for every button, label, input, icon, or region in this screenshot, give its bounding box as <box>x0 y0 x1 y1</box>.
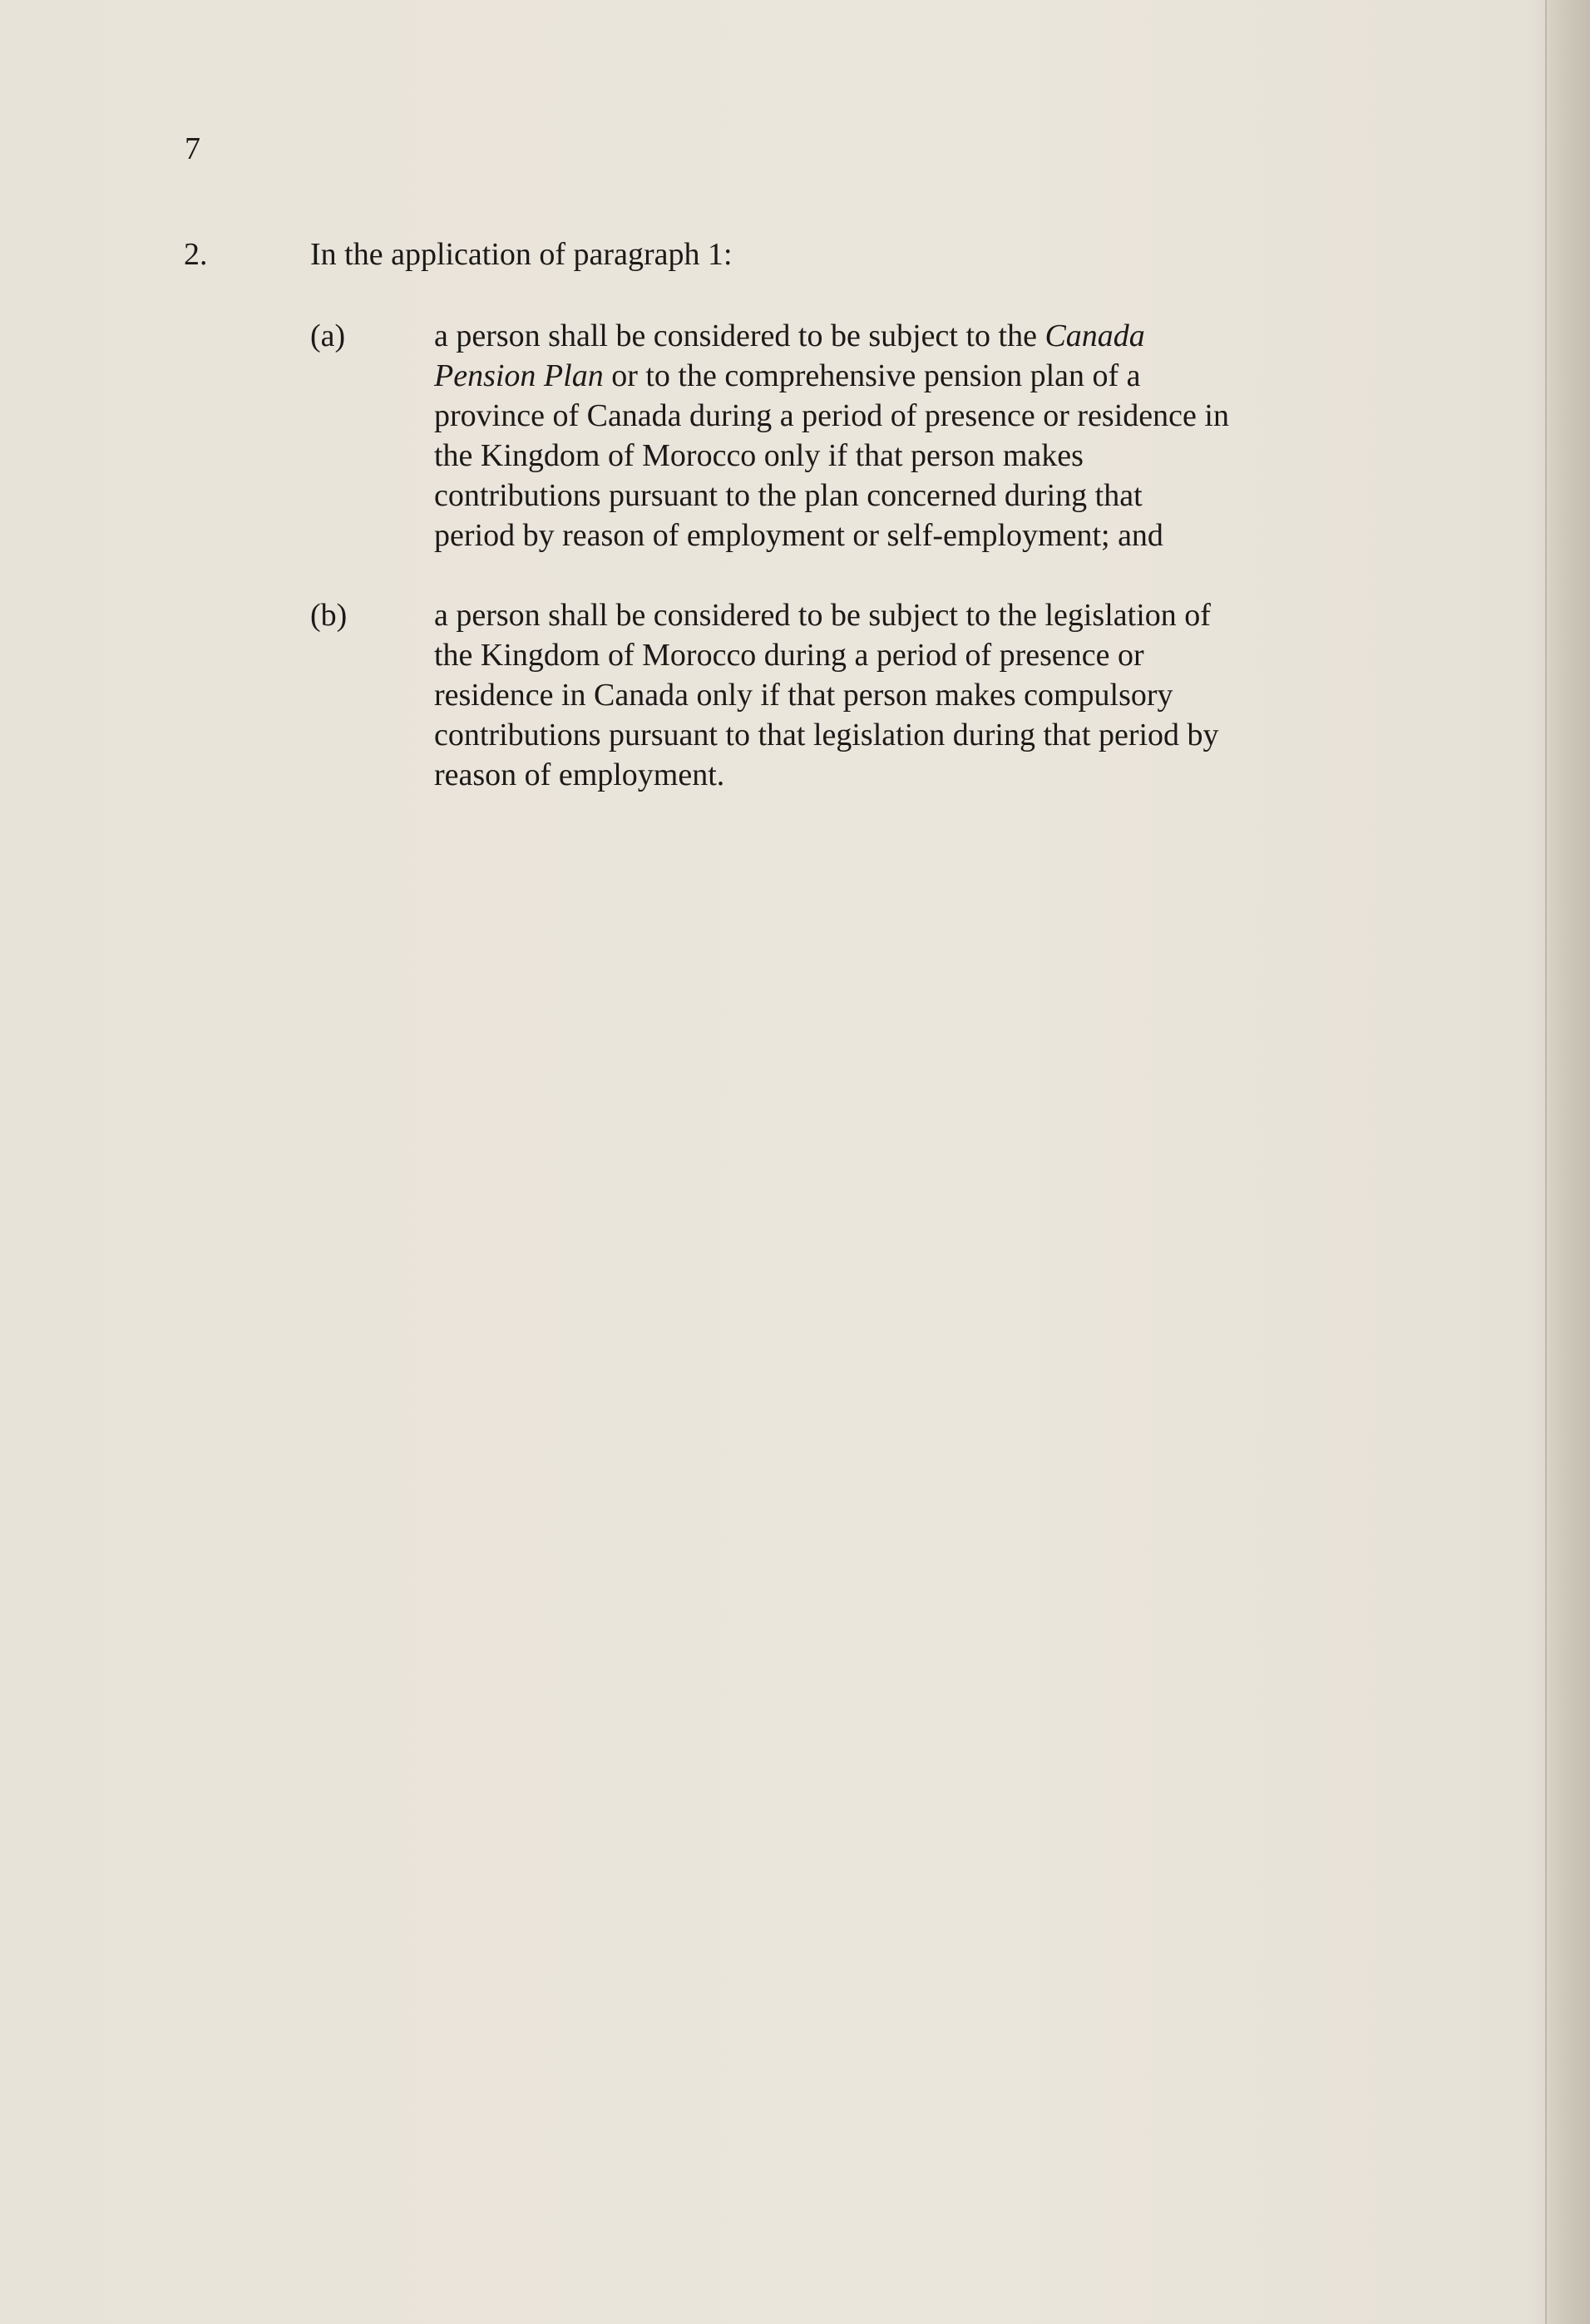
item-b-line-5: reason of employment. <box>434 757 725 792</box>
item-b-line-4: contributions pursuant to that legislation during that period by <box>434 718 1219 752</box>
item-b-line-3: residence in Canada only if that person makes compulsory <box>434 678 1173 713</box>
paragraph-intro: In the application of paragraph 1: <box>310 237 733 272</box>
item-b-line-1: a person shall be considered to be subject to the legislation of <box>434 598 1211 633</box>
page-number: 7 <box>185 131 200 166</box>
act-title-canada: Canada <box>1044 318 1145 353</box>
item-a-line-4: the Kingdom of Morocco only if that person makes <box>434 438 1084 473</box>
paragraph-number: 2. <box>184 237 208 272</box>
page-spine-shadow <box>1545 0 1590 2324</box>
item-a-label: (a) <box>310 318 346 353</box>
item-a-line-2: Pension Plan or to the comprehensive pension plan of a <box>434 358 1141 393</box>
item-a-line-6: period by reason of employment or self-employment; and <box>434 518 1163 553</box>
item-a-line-3: province of Canada during a period of presence or residence in <box>434 398 1229 433</box>
item-b-text <box>434 595 1332 795</box>
item-b-label: (b) <box>310 598 348 633</box>
item-a-line-5: contributions pursuant to the plan concerned during that <box>434 478 1143 513</box>
item-a-text <box>434 316 1332 555</box>
act-title-pension-plan: Pension Plan <box>434 358 604 393</box>
item-b-line-2: the Kingdom of Morocco during a period of presence or <box>434 638 1144 673</box>
item-a-line-1: a person shall be considered to be subject to the Canada <box>434 318 1145 353</box>
